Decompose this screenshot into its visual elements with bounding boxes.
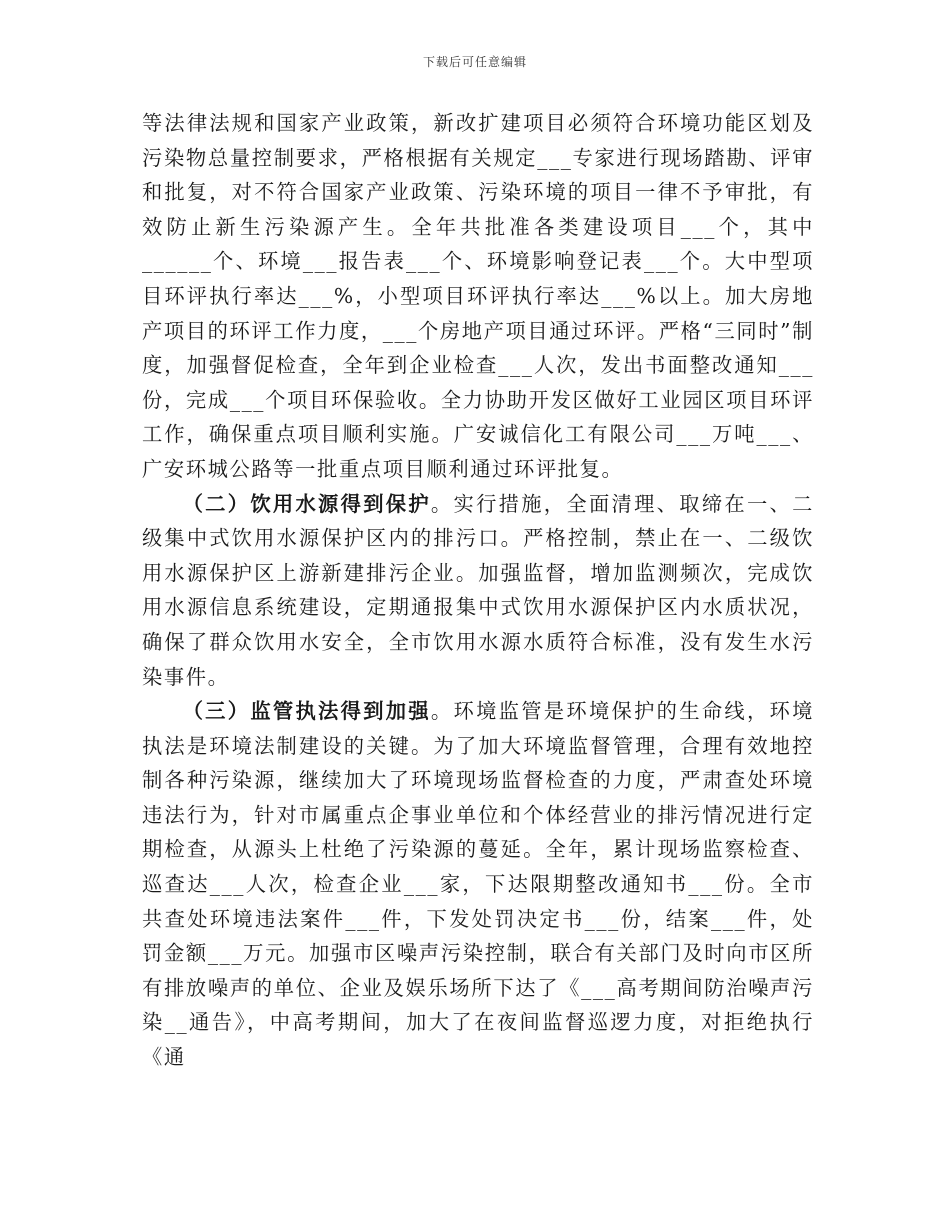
paragraph-drinking-water [142,487,814,695]
section-heading-law-enforcement: （三）监管执法得到加强 [182,699,431,724]
paragraph-law-enforcement [142,694,814,1075]
paragraph-text: 。实行措施，全面清理、取缔在一、二级集中式饮用水源保护区内的排污口。严格控制，禁止在一、二级饮用水源保护区上游新建排污企业。加强监督，增加监测频次，完成饮用水源信息系统建设，定期通报集中式饮用水源保护区内水质状况，确保了群众饮用水安全，全市饮用水源水质符合标准，没有发生水污染事件。 [142,491,814,689]
paragraph-text: 等法律法规和国家产业政策，新改扩建项目必须符合环境功能区划及污染物总量控制要求，严格根据有关规定___专家进行现场踏勘、评审和批复，对不符合国家产业政策、污染环境的项目一律不予审批，有效防止新生污染源产生。全年共批准各类建设项目___个，其中______个、环境___报告表___个、环境影响登记表___个。大中型项目环评执行率达___%，小型项目环评执行率达___%以上。加大房地产项目的环评工作力度，___个房地产项目通过环评。严格“三同时”制度，加强督促检查，全年到企业检查___人次，发出书面整改通知___份，完成___个项目环保验收。全力协助开发区做好工业园区项目环评工作，确保重点项目顺利实施。广安诚信化工有限公司___万吨___、广安环城公路等一批重点项目顺利通过环评批复。 [142,111,814,481]
paragraph-environmental-approval [142,106,814,487]
page-header: 下载后可任意编辑 [422,55,527,69]
section-heading-drinking-water: （二）饮用水源得到保护 [182,491,431,516]
document-body [142,106,814,1075]
paragraph-text: 。环境监管是环境保护的生命线，环境执法是环境法制建设的关键。为了加大环境监督管理，合理有效地控制各种污染源，继续加大了环境现场监督检查的力度，严肃查处环境违法行为，针对市属重点企事业单位和个体经营业的排污情况进行定期检查，从源头上杜绝了污染源的蔓延。全年，累计现场监察检查、巡查达___人次，检查企业___家，下达限期整改通知书___份。全市共查处环境违法案件___件，下发处罚决定书___份，结案___件，处罚金额___万元。加强市区噪声污染控制，联合有关部门及时向市区所有排放噪声的单位、企业及娱乐场所下达了《___高考期间防治噪声污染__通告》，中高考期间，加大了在夜间监督巡逻力度，对拒绝执行《通 [142,699,814,1070]
